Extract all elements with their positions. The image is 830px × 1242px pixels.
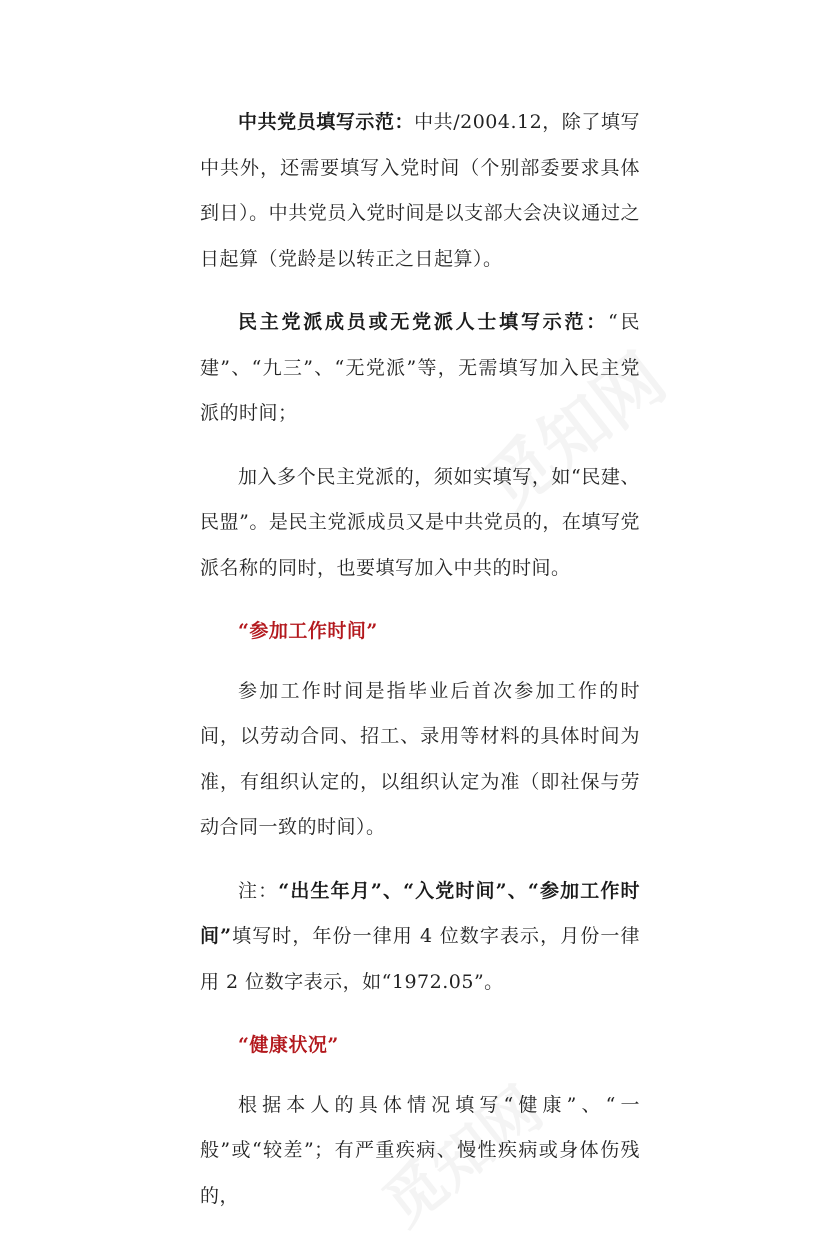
paragraph-party-member-example — [200, 100, 640, 282]
paragraph-text: 填写时，年份一律用 4 位数字表示，月份一律用 2 位数字表示，如“1972.05”。 — [200, 925, 640, 993]
note-prefix: 注： — [238, 879, 279, 902]
bold-field-names: “出生年月”、“入党时间”、“参加工作时间” — [200, 879, 640, 947]
paragraph-text: 中共/2004.12，除了填写中共外，还需要填写入党时间（个别部委要求具体到日）。中共党员入党时间是以支部大会决议通过之日起算（党龄是以转正之日起算）。 — [200, 111, 640, 270]
paragraph-text: “民建”、“九三”、“无党派”等，无需填写加入民主党派的时间； — [200, 311, 640, 424]
section-heading-health-status — [200, 1023, 640, 1069]
section-heading-work-start-time — [200, 609, 640, 655]
paragraph-democratic-party-example — [200, 300, 640, 437]
bold-lead-in: 中共党员填写示范： — [238, 111, 415, 133]
paragraph-date-format-note — [200, 869, 640, 1006]
paragraph-multiple-parties — [200, 455, 640, 592]
section-heading-text: “健康状况” — [238, 1034, 339, 1056]
paragraph-text: 加入多个民主党派的，须如实填写，如“民建、民盟”。是民主党派成员又是中共党员的，在填写党派名称的同时，也要填写加入中共的时间。 — [200, 465, 640, 579]
paragraph-text: 根据本人的具体情况填写“健康”、“一般”或“较差”；有严重疾病、慢性疾病或身体伤残的， — [200, 1093, 640, 1207]
section-heading-text: “参加工作时间” — [238, 620, 378, 642]
paragraph-text: 参加工作时间是指毕业后首次参加工作的时间，以劳动合同、招工、录用等材料的具体时间为准，有组织认定的，以组织认定为准（即社保与劳动合同一致的时间）。 — [200, 679, 640, 838]
bold-lead-in: 民主党派成员或无党派人士填写示范： — [238, 311, 609, 333]
document-body — [200, 100, 640, 1237]
paragraph-health-status — [200, 1083, 640, 1220]
paragraph-work-start-time — [200, 669, 640, 851]
